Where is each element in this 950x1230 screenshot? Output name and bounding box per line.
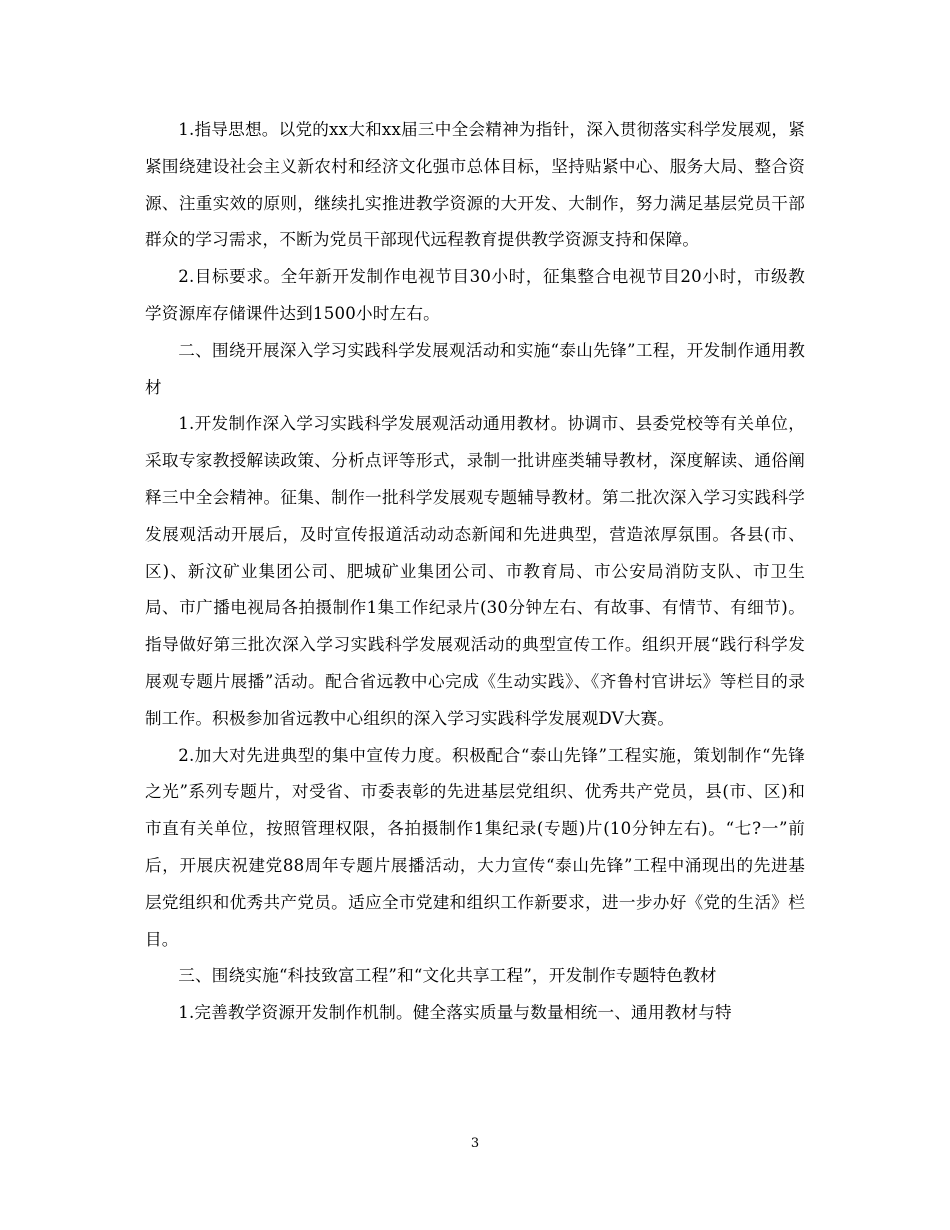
document-body [145, 112, 805, 1032]
section-heading-three: 三、围绕实施“科技致富工程”和“文化共享工程”，开发制作专题特色教材 [178, 966, 717, 986]
paragraph-general-materials: 1.开发制作深入学习实践科学发展观活动通用教材。协调市、县委党校等有关单位，采取专家教授解读政策、分析点评等形式，录制一批讲座类辅导教材，深度解读、通俗阐释三中全会精神。征集、制作一批科学发展观专题辅导教材。第二批次深入学习实践科学发展观活动开展后，及时宣传报道活动动态新闻和先进典型，营造浓厚氛围。各县(市、区)、新汶矿业集团公司、肥城矿业集团公司、市教育局、市公安局消防支队、市卫生局、市广播电视局各拍摄制作1集工作纪录片(30分钟左右、有故事、有情节、有细节)。指导做好第三批次深入学习实践科学发展观活动的典型宣传工作。组织开展“践行科学发展观专题片展播”活动。配合省远教中心完成《生动实践》、《齐鲁村官讲坛》等栏目的录制工作。积极参加省远教中心组织的深入学习实践科学发展观DV大赛。 [145, 414, 805, 728]
paragraph-target-requirements: 2.目标要求。全年新开发制作电视节目30小时，征集整合电视节目20小时，市级教学资源库存储课件达到1500小时左右。 [145, 267, 805, 323]
page-number: 3 [470, 1136, 480, 1151]
section-heading-two: 二、围绕开展深入学习实践科学发展观活动和实施“泰山先锋”工程，开发制作通用教材 [145, 340, 805, 397]
paragraph-mechanism: 1.完善教学资源开发制作机制。健全落实质量与数量相统一、通用教材与特 [178, 1003, 732, 1023]
paragraph-guiding-ideology: 1.指导思想。以党的xx大和xx届三中全会精神为指针，深入贯彻落实科学发展观，紧紧围绕建设社会主义新农村和经济文化强市总体目标，坚持贴紧中心、服务大局、整合资源、注重实效的原则，继续扎实推进教学资源的大开发、大制作，努力满足基层党员干部群众的学习需求，不断为党员干部现代远程教育提供教学资源支持和保障。 [145, 120, 805, 250]
paragraph-model-publicity: 2.加大对先进典型的集中宣传力度。积极配合“泰山先锋”工程实施，策划制作“先锋之光”系列专题片，对受省、市委表彰的先进基层党组织、优秀共产党员，县(市、区)和市直有关单位，按照管理权限，各拍摄制作1集纪录(专题)片(10分钟左右)。“七?一”前后，开展庆祝建党88周年专题片展播活动，大力宣传“泰山先锋”工程中涌现出的先进基层党组织和优秀共产党员。适应全市党建和组织工作新要求，进一步办好《党的生活》栏目。 [145, 745, 805, 949]
